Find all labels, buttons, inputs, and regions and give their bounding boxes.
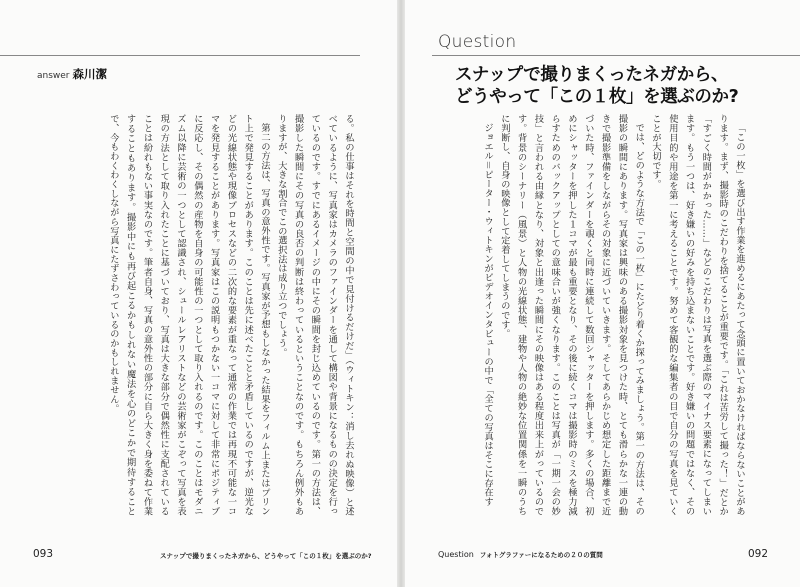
left-paragraph-1: る。私の仕事はそれを時間と空間の中で見付けるだけだ」（ウィトキン：消し去れぬ映像）と述べているように、写真家はカメラのファインダーを通して構図や背景になるものの決定を行っているのです。すでにあるイメージの中にその瞬間を封じ込めているのです。第一の方法は、撮影した瞬間にその写真の良否の判断は終わっているということなのです。もちろん例外もありますが、大きな割合でこの選択法は成り立つでしょう。 [275, 114, 354, 516]
right-page [405, 0, 800, 587]
running-label: Question [438, 550, 474, 559]
answer-author-name: 森川潔 [72, 67, 108, 81]
question-title [455, 64, 775, 108]
left-page [0, 0, 397, 587]
header-rule-right [432, 55, 800, 56]
left-paragraph-2: 第二の方法は、写真の意外性です。写真家が予想もしなかった結果をフィルム上またはプリント上で発見することがあります。このことは先に述べたことと矛盾しているのですが、逆光などの光線状態や現像プロセスなどの二次的な要素が重なって通常の作業では再現不可能な一コマを発見することがあります。写真家はこの説明もつかない一コマに対して非常にポジティブに反応し、その偶然の産物を自身の可能性の一つとして取り入れるのです。このことはモダニズム以降に芸術の一つとして認識され、シュールレアリストなどの芸術家がこぞって写真を表現の方法として取り入れたことに基づいており、写真は大きな部分で偶然性に支配されていることは紛れもない事実なのです。筆者自身、写真の意外性の部分に自ら大きく身を委ねて作業することもあります。撮影中にも再び起こるかもしれない魔法を心のどこかで期待することで、今もわくわくしながら写真にたずさわっているのかもしれません。 [107, 114, 271, 516]
right-paragraph-2: では、どのような方法で「この一枚」にたどり着くか探ってみましょう。第一の方法は、その撮影の瞬間にあります。写真家は興味のある撮影対象を見つけた時、とても滑らかな一連の動きで撮影準備をしながらその対象に近づいていきます。そしてあらかじめ想定した距離まで近づいた時、ファインダーを覗くと同時に連続して数回シャッターを押します。多くの場合、初めにシャッターを押した１コマが最も重要となり、その後に続くコマは撮影時のミスを極力減らすためのバックアップとしての意味合いが強くなります。このことは写真が「一期一会の妙技」と言われる由縁となり、対象と出逢った瞬間にその映像はある程度出来上がっているのです。背景のシーナリー（風景）と人物の光線状態、建物や人物の絶妙な位置関係を一瞬のうちに判断し、自身の映像として定着してしまうのです。 [498, 114, 645, 516]
page-number-left: 093 [33, 548, 54, 560]
question-title-line-1: スナップで撮りまくったネガから、 [455, 65, 729, 85]
question-title-line-2: どうやって「この１枚」を選ぶのか? [455, 87, 739, 107]
book-gutter [397, 0, 405, 587]
left-body-text [82, 114, 356, 516]
right-paragraph-3: ジョエル＝ピーター・ウィトキンがビデオインタビューの中で「全ての写真はそこに存在す [482, 123, 494, 507]
answer-word: answer [37, 71, 70, 81]
page-number-right: 092 [748, 548, 769, 560]
header-rule-left [0, 55, 360, 56]
right-paragraph-1: 「この一枚」を選び出す作業を進めるにあたって念頭に置いておかなければならないことがあります。まず、撮影時のこだわりを捨てることが重要です。「これは苦労して撮った！」だとか「すごく時間がかかった……」などのこだわりは写真を選ぶ際のマイナス要素になってしまいます。もう一つは、好き嫌いの好みを持ち込まないことです。好き嫌いの問題ではなく、その使用目的や用途を第一に考えることです。努めて客観的な編集者の目で自分の写真を見ていくことが大切です。 [650, 114, 745, 516]
right-body-text [453, 114, 747, 516]
running-header-right [438, 550, 603, 559]
running-header-left: スナップで撮りまくったネガから、どうやって「この１枚」を選ぶのか? [160, 552, 372, 560]
answer-label [37, 66, 107, 82]
running-title-right: フォトグラファーになるための２０の質問 [479, 551, 603, 559]
question-heading: Question [438, 32, 517, 52]
